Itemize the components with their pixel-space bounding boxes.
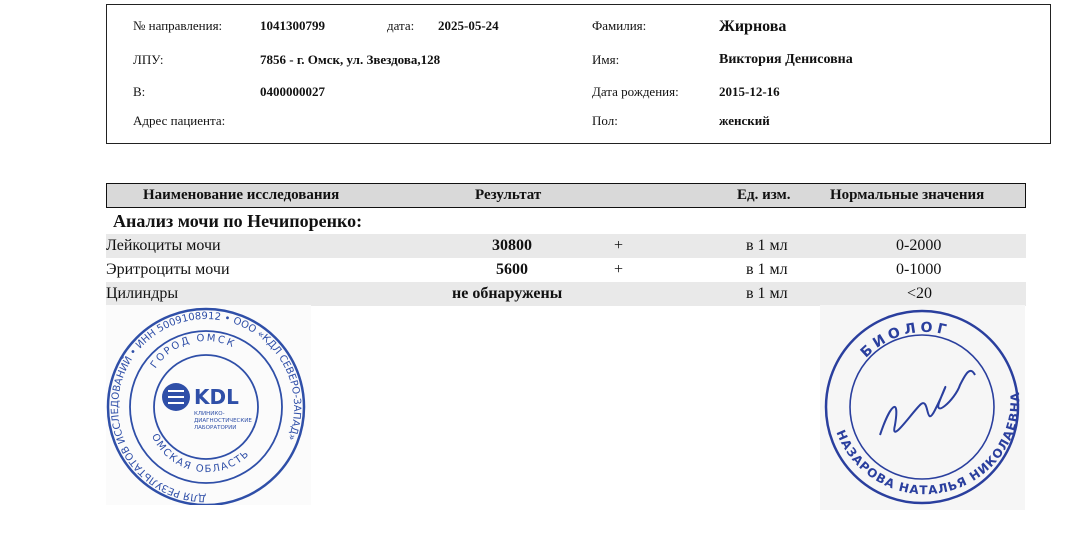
- row-unit: в 1 мл: [746, 285, 788, 302]
- lab-stamp-seal: [106, 305, 311, 505]
- column-norm-header: Нормальные значения: [830, 187, 985, 203]
- lpu-label: ЛПУ:: [133, 52, 164, 67]
- kdl-logo-icon: [162, 383, 190, 411]
- stamp-inner-top: ГОРОД ОМСК: [148, 332, 238, 371]
- signature-top-text: БИОЛОГ: [857, 319, 952, 362]
- referral-value: 1041300799: [260, 18, 325, 33]
- results-table-header: [106, 183, 1026, 208]
- dob-label: Дата рождения:: [592, 84, 679, 99]
- section-title: Анализ мочи по Нечипоренко:: [113, 211, 363, 231]
- row-result: не обнаружены: [452, 285, 563, 302]
- table-row: [106, 282, 1026, 306]
- row-name: Эритроциты мочи: [106, 261, 230, 278]
- stamp-logo-sub-1: КЛИНИКО-: [194, 411, 225, 417]
- v-label: В:: [133, 84, 146, 99]
- column-unit-header: Ед. изм.: [737, 187, 791, 203]
- signature-bottom-text: НАЗАРОВА НАТАЛЬЯ НИКОЛАЕВНА: [833, 391, 1023, 498]
- row-norm: 0-1000: [896, 261, 942, 278]
- handwritten-signature-icon: [880, 371, 975, 435]
- row-name: Цилиндры: [106, 285, 179, 302]
- column-name-header: Наименование исследования: [143, 187, 340, 203]
- surname-label: Фамилия:: [592, 18, 647, 33]
- row-result: 30800: [492, 237, 532, 254]
- row-name: Лейкоциты мочи: [106, 237, 221, 254]
- stamp-logo-sub-3: ЛАБОРАТОРИИ: [194, 425, 237, 431]
- surname-value: Жирнова: [719, 18, 787, 35]
- sex-value: женский: [719, 113, 770, 128]
- date-value: 2025-05-24: [438, 18, 499, 33]
- sex-label: Пол:: [592, 113, 618, 128]
- row-norm: <20: [907, 285, 933, 302]
- stamp-inner-bottom: ОМСКАЯ ОБЛАСТЬ: [149, 432, 253, 476]
- row-unit: в 1 мл: [746, 261, 788, 278]
- svg-text:ГОРОД ОМСК: [149, 333, 238, 371]
- patient-info-box: [106, 4, 1051, 144]
- signature-seal: [820, 305, 1025, 510]
- name-value: Виктория Денисовна: [719, 52, 853, 67]
- lab-stamp: [106, 305, 311, 505]
- v-value: 0400000027: [260, 84, 325, 99]
- column-result-header: Результат: [475, 187, 542, 203]
- stamp-outer-text: ДЛЯ РЕЗУЛЬТАТОВ ИССЛЕДОВАНИЙ • ИНН 5009108912 • ООО «КДЛ СЕВЕРО-ЗАПАД»: [109, 310, 303, 504]
- row-norm: 0-2000: [896, 237, 942, 254]
- row-result: 5600: [496, 261, 528, 278]
- table-row: [106, 258, 1026, 282]
- date-label: дата:: [387, 18, 415, 33]
- name-label: Имя:: [592, 52, 620, 67]
- dob-value: 2015-12-16: [719, 84, 780, 99]
- signature-stamp: [820, 305, 1025, 510]
- row-flag: +: [614, 261, 624, 278]
- table-row: [106, 234, 1026, 258]
- row-flag: +: [614, 237, 624, 254]
- row-unit: в 1 мл: [746, 237, 788, 254]
- lpu-value: 7856 - г. Омск, ул. Звездова,128: [260, 52, 441, 67]
- address-label: Адрес пациента:: [133, 113, 226, 128]
- referral-label: № направления:: [133, 18, 223, 33]
- stamp-logo: KDL: [194, 385, 239, 409]
- stamp-logo-sub-2: ДИАГНОСТИЧЕСКИЕ: [194, 418, 252, 424]
